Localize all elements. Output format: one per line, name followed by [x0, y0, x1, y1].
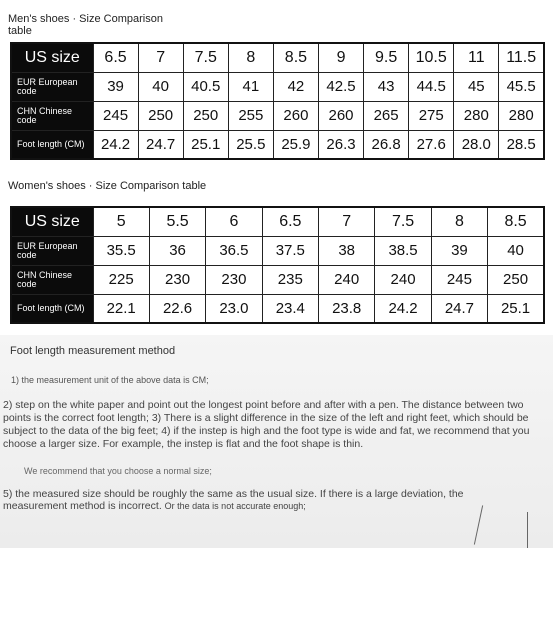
- table-cell: 230: [206, 265, 262, 294]
- table-row: [11, 130, 544, 159]
- table-cell: 28.0: [454, 130, 499, 159]
- table-cell: 6: [206, 207, 262, 236]
- table-cell: 7: [138, 43, 183, 72]
- table-cell: 38: [319, 236, 375, 265]
- table-cell: 39: [431, 236, 487, 265]
- row-header: US size: [11, 43, 93, 72]
- row-header: Foot length (CM): [11, 130, 93, 159]
- method-step-5-note: Or the data is not accurate enough;: [164, 501, 306, 511]
- table-cell: 38.5: [375, 236, 431, 265]
- table-cell: 265: [364, 101, 409, 130]
- table-cell: 6.5: [262, 207, 318, 236]
- table-row: [11, 207, 544, 236]
- table-cell: 6.5: [93, 43, 138, 72]
- table-cell: 40.5: [183, 72, 228, 101]
- table-cell: 24.2: [375, 294, 431, 323]
- table-cell: 42: [273, 72, 318, 101]
- method-step-2: 2) step on the white paper and point out the longest point before and after with a pen. The distance between two points is the correct foot length; 3) There is a slight difference in the size of the left and right feet, which should be subject to the data of the big feet; 4) if the instep is high and the foot type is wide and fat, we recommend that you choose a larger size. For example, the instep is flat and the foot shape is thin.: [3, 399, 530, 450]
- table-cell: 35.5: [93, 236, 149, 265]
- table-cell: 24.7: [431, 294, 487, 323]
- table-cell: 42.5: [318, 72, 363, 101]
- table-cell: 260: [273, 101, 318, 130]
- table-cell: 24.2: [93, 130, 138, 159]
- table-cell: 245: [431, 265, 487, 294]
- table-row: [11, 294, 544, 323]
- table-cell: 23.0: [206, 294, 262, 323]
- table-cell: 23.8: [319, 294, 375, 323]
- table-row: [11, 236, 544, 265]
- table-row: [11, 72, 544, 101]
- women-table-title: Women's shoes · Size Comparison table: [8, 180, 207, 192]
- table-row: [11, 265, 544, 294]
- table-cell: 24.7: [138, 130, 183, 159]
- table-cell: 5.5: [149, 207, 205, 236]
- table-cell: 26.3: [318, 130, 363, 159]
- table-cell: 40: [488, 236, 544, 265]
- table-cell: 27.6: [409, 130, 454, 159]
- table-cell: 230: [149, 265, 205, 294]
- table-cell: 9: [318, 43, 363, 72]
- table-cell: 275: [409, 101, 454, 130]
- table-cell: 43: [364, 72, 409, 101]
- table-cell: 8.5: [273, 43, 318, 72]
- table-cell: 9.5: [364, 43, 409, 72]
- table-cell: 8: [431, 207, 487, 236]
- table-cell: 36: [149, 236, 205, 265]
- table-cell: 250: [488, 265, 544, 294]
- table-cell: 41: [228, 72, 273, 101]
- women-size-table: [10, 206, 545, 324]
- table-cell: 7.5: [183, 43, 228, 72]
- table-cell: 5: [93, 207, 149, 236]
- method-step-1: 1) the measurement unit of the above data is CM;: [11, 375, 209, 385]
- table-row: [11, 101, 544, 130]
- table-cell: 280: [454, 101, 499, 130]
- table-cell: 11: [454, 43, 499, 72]
- table-cell: 26.8: [364, 130, 409, 159]
- row-header: Foot length (CM): [11, 294, 93, 323]
- men-table-title: Men's shoes · Size Comparison table: [8, 13, 163, 37]
- table-cell: 25.1: [183, 130, 228, 159]
- table-row: [11, 43, 544, 72]
- table-cell: 7: [319, 207, 375, 236]
- table-cell: 39: [93, 72, 138, 101]
- table-cell: 40: [138, 72, 183, 101]
- table-cell: 45.5: [499, 72, 544, 101]
- table-cell: 25.9: [273, 130, 318, 159]
- row-header: CHN Chinese code: [11, 265, 93, 294]
- table-cell: 245: [93, 101, 138, 130]
- table-cell: 22.1: [93, 294, 149, 323]
- table-cell: 23.4: [262, 294, 318, 323]
- table-cell: 28.5: [499, 130, 544, 159]
- table-cell: 260: [318, 101, 363, 130]
- method-heading: Foot length measurement method: [10, 345, 176, 357]
- table-cell: 25.1: [488, 294, 544, 323]
- table-cell: 8: [228, 43, 273, 72]
- table-cell: 37.5: [262, 236, 318, 265]
- table-cell: 250: [183, 101, 228, 130]
- row-header: EUR European code: [11, 236, 93, 265]
- table-cell: 45: [454, 72, 499, 101]
- table-cell: 225: [93, 265, 149, 294]
- row-header: EUR European code: [11, 72, 93, 101]
- table-cell: 280: [499, 101, 544, 130]
- method-step-5-text: 5) the measured size should be roughly the same as the usual size. If there is a large deviation, the measurement method is incorrect.: [3, 488, 464, 512]
- table-cell: 11.5: [499, 43, 544, 72]
- table-cell: 25.5: [228, 130, 273, 159]
- table-cell: 8.5: [488, 207, 544, 236]
- method-step-5: [3, 488, 473, 512]
- table-cell: 235: [262, 265, 318, 294]
- foot-outline-mark: [527, 512, 528, 548]
- table-cell: 22.6: [149, 294, 205, 323]
- table-cell: 240: [319, 265, 375, 294]
- table-cell: 7.5: [375, 207, 431, 236]
- row-header: CHN Chinese code: [11, 101, 93, 130]
- table-cell: 250: [138, 101, 183, 130]
- table-cell: 255: [228, 101, 273, 130]
- table-cell: 10.5: [409, 43, 454, 72]
- row-header: US size: [11, 207, 93, 236]
- method-recommendation: We recommend that you choose a normal size;: [24, 466, 212, 476]
- table-cell: 36.5: [206, 236, 262, 265]
- men-size-table: [10, 42, 545, 160]
- table-cell: 44.5: [409, 72, 454, 101]
- table-cell: 240: [375, 265, 431, 294]
